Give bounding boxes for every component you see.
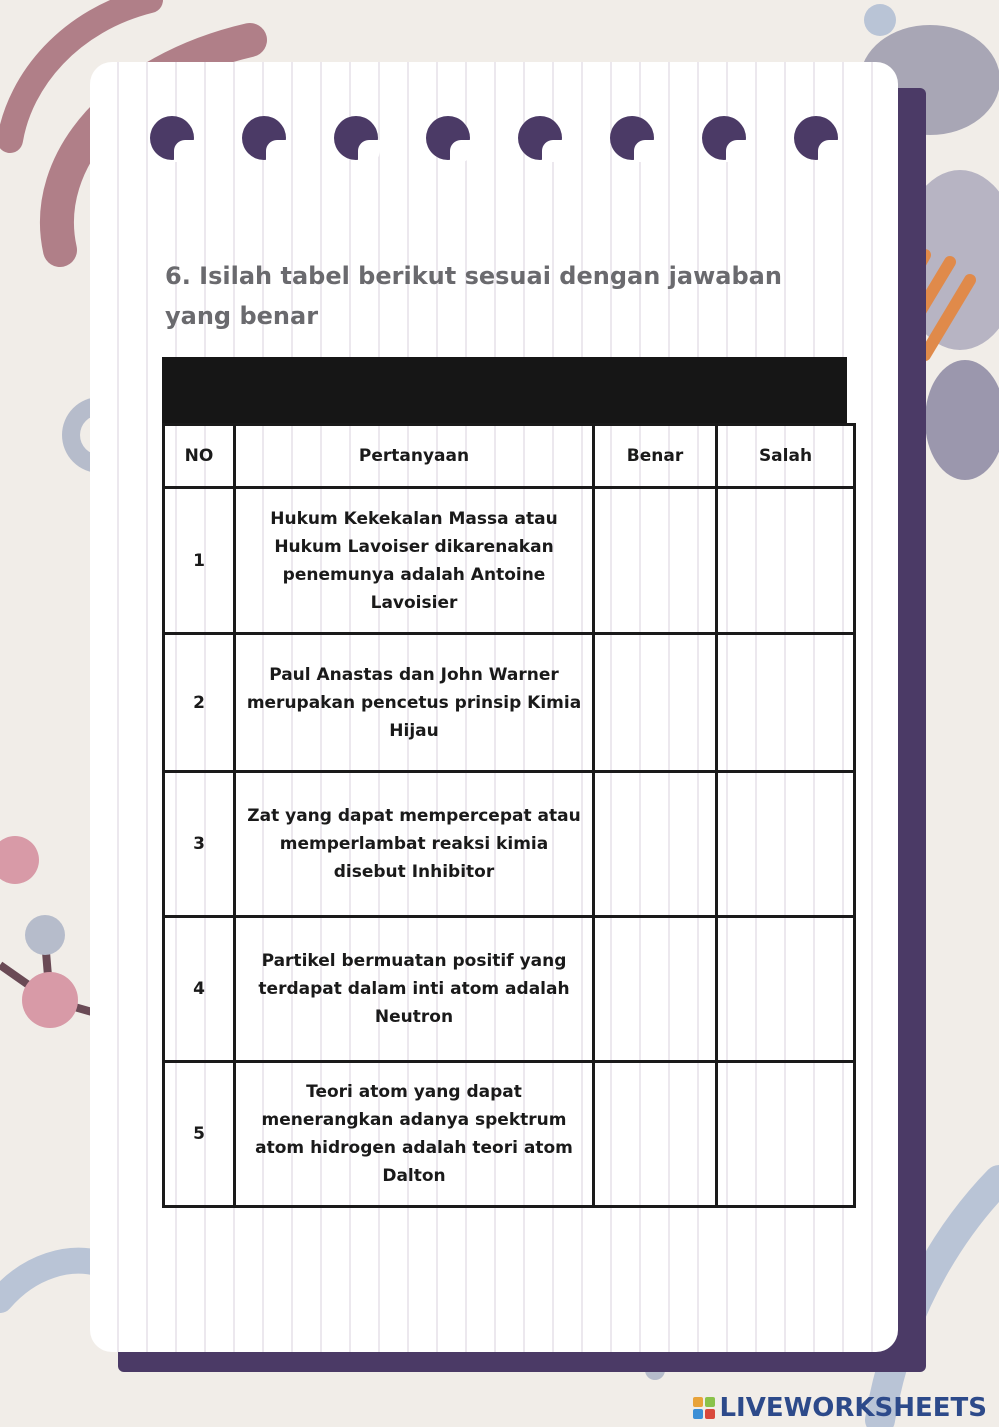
answer-false-cell[interactable] [717,772,855,917]
answer-true-cell[interactable] [594,917,717,1062]
answer-true-cell[interactable] [594,1062,717,1207]
row-number: 1 [164,488,235,634]
row-question: Hukum Kekekalan Massa atau Hukum Lavoiser dikarenakan penemunya adalah Antoine Lavoisier [235,488,594,634]
binder-hole [150,116,194,160]
header-question: Pertanyaan [235,425,594,488]
header-true: Benar [594,425,717,488]
binder-holes [150,110,850,170]
answer-true-cell[interactable] [594,488,717,634]
row-question: Paul Anastas dan John Warner merupakan pencetus prinsip Kimia Hijau [235,634,594,772]
binder-hole [702,116,746,160]
row-question: Zat yang dapat mempercepat atau memperlambat reaksi kimia disebut Inhibitor [235,772,594,917]
table-row [164,488,855,634]
answer-false-cell[interactable] [717,634,855,772]
question-title: 6. Isilah tabel berikut sesuai dengan jawaban yang benar [165,262,782,330]
row-number: 5 [164,1062,235,1207]
answer-true-cell[interactable] [594,634,717,772]
header-no: NO [164,425,235,488]
true-false-table [162,423,856,1208]
answer-true-cell[interactable] [594,772,717,917]
answer-false-cell[interactable] [717,488,855,634]
binder-hole [242,116,286,160]
row-number: 4 [164,917,235,1062]
header-false: Salah [717,425,855,488]
row-question: Partikel bermuatan positif yang terdapat dalam inti atom adalah Neutron [235,917,594,1062]
row-number: 3 [164,772,235,917]
liveworksheets-logo-icon [693,1397,715,1419]
liveworksheets-logo [693,1391,987,1425]
table-row [164,634,855,772]
answer-false-cell[interactable] [717,1062,855,1207]
row-number: 2 [164,634,235,772]
binder-hole [426,116,470,160]
binder-hole [518,116,562,160]
answer-false-cell[interactable] [717,917,855,1062]
row-question: Teori atom yang dapat menerangkan adanya spektrum atom hidrogen adalah teori atom Dalton [235,1062,594,1207]
binder-hole [794,116,838,160]
table-row [164,917,855,1062]
binder-hole [334,116,378,160]
table-header-bar [162,357,847,423]
binder-hole [610,116,654,160]
brand-name: LIVEWORKSHEETS [719,1393,987,1423]
table-header-row [164,425,855,488]
table-row [164,772,855,917]
answer-table [162,357,847,1208]
table-row [164,1062,855,1207]
